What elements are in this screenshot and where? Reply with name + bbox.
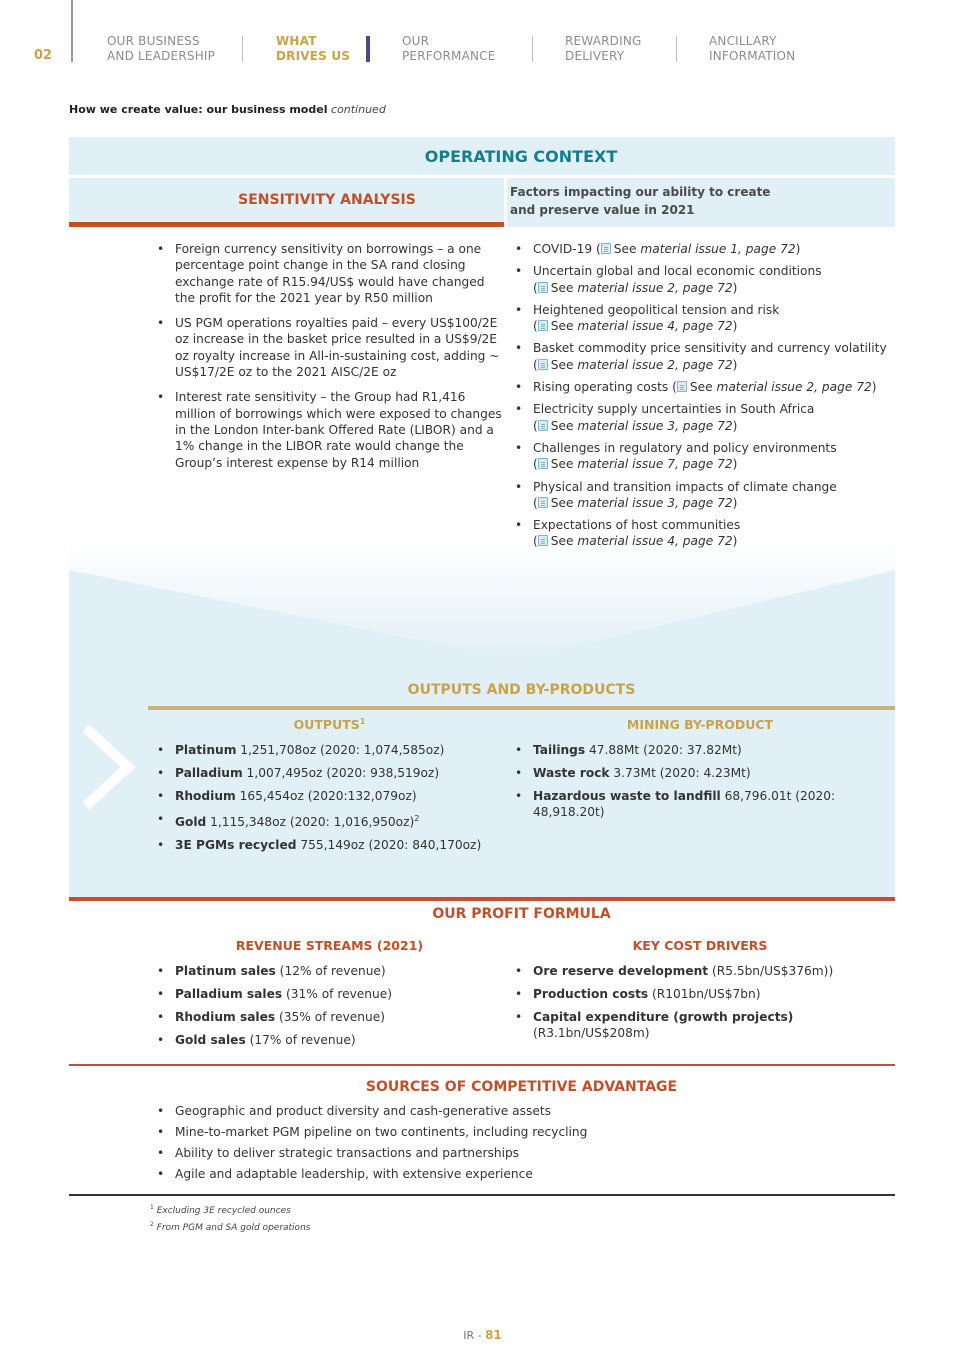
page-prefix: IR -	[463, 1329, 486, 1342]
nav-label-line1: OUR BUSINESS	[107, 34, 200, 48]
competitive-advantage-rule	[69, 1064, 895, 1066]
paren: (	[533, 534, 538, 549]
see-label: See	[613, 242, 641, 256]
nav-label-line1: WHAT	[276, 34, 317, 48]
list-item	[515, 517, 895, 550]
factors-title	[510, 183, 810, 219]
nav-separator	[532, 36, 533, 62]
competitive-advantage-list	[157, 1103, 857, 1187]
footnote	[150, 1221, 310, 1233]
list-item	[515, 440, 895, 473]
see-label: See	[550, 280, 578, 295]
nav-label-line2: PERFORMANCE	[402, 49, 496, 63]
nav-separator	[676, 36, 677, 62]
header-rule	[71, 0, 73, 62]
list-item	[515, 788, 895, 820]
factor-text: Rising operating costs (	[533, 380, 677, 395]
paren: )	[732, 418, 738, 433]
list-item	[515, 986, 895, 1002]
list-item	[515, 765, 895, 781]
list-item: • US PGM operations royalties paid – every US$100/2E oz increase in the basket price resulted in a US$9/2E oz royalty increase in All-in-sustaining cost, adding ~ US$17/2E oz to the 2021 AISC/2E oz	[157, 315, 502, 380]
list-item: • Mine-to-market PGM pipeline on two continents, including recycling	[157, 1124, 857, 1140]
key-cost-drivers-title: KEY COST DRIVERS	[632, 938, 768, 953]
paren: (	[533, 280, 538, 295]
section-number: 02	[34, 48, 53, 63]
nav-label-line2: DRIVES US	[276, 49, 351, 63]
document-icon	[538, 282, 548, 293]
revenue-share: (17% of revenue)	[245, 1033, 356, 1047]
material-issue-link[interactable]: material issue 1, page 72	[640, 242, 796, 256]
list-item	[157, 963, 502, 979]
nav-our-performance[interactable]	[402, 34, 496, 64]
list-item	[157, 811, 502, 830]
document-icon	[538, 497, 548, 508]
see-label: See	[550, 418, 578, 433]
paren: (	[533, 495, 538, 510]
material-issue-link[interactable]: material issue 7, page 72	[577, 457, 733, 472]
paren: )	[732, 495, 738, 510]
metal-name: Rhodium	[175, 789, 236, 803]
footnote-marker: 1	[359, 717, 366, 726]
cost-name: Capital expenditure (growth projects)	[533, 1010, 794, 1024]
outputs-list	[157, 742, 502, 860]
list-item	[515, 1009, 895, 1041]
document-icon	[677, 381, 687, 392]
revenue-streams-title: REVENUE STREAMS (2021)	[235, 938, 424, 953]
metal-value: 165,454oz (2020:132,079oz)	[235, 789, 417, 803]
nav-ancillary-information[interactable]	[709, 34, 795, 64]
cost-list	[515, 963, 895, 1048]
list-item	[515, 479, 895, 512]
byproduct-name: Waste rock	[533, 766, 610, 780]
metal-name: Platinum	[175, 743, 237, 757]
list-item	[157, 788, 502, 804]
nav-separator	[242, 36, 243, 62]
paren: (	[533, 457, 538, 472]
footnote-marker: 2	[414, 814, 420, 823]
byproduct-name: Hazardous waste to landfill	[533, 789, 721, 803]
list-item: • Ability to deliver strategic transactions and partnerships	[157, 1145, 857, 1161]
document-icon	[538, 458, 548, 469]
document-icon	[538, 320, 548, 331]
nav-rewarding-delivery[interactable]	[565, 34, 642, 64]
outputs-title: OUTPUTS AND BY-PRODUCTS	[407, 682, 636, 698]
factors-title-line1: Factors impacting our ability to create	[510, 185, 771, 199]
factor-text: Physical and transition impacts of climate change	[533, 479, 837, 494]
nav-label-line2: INFORMATION	[709, 49, 796, 63]
byproduct-value: 68,796.01t (2020: 48,918.20t)	[533, 789, 836, 819]
see-label: See	[689, 380, 717, 395]
nav-label-line1: ANCILLARY	[709, 34, 777, 48]
subheading-italic: continued	[330, 103, 386, 116]
revenue-name: Gold sales	[175, 1033, 246, 1047]
material-issue-link[interactable]: material issue 2, page 72	[716, 380, 872, 395]
outputs-label: OUTPUTS	[293, 717, 360, 733]
list-item	[515, 379, 895, 395]
material-issue-link[interactable]: material issue 2, page 72	[577, 280, 733, 295]
cost-value: (R101bn/US$7bn)	[648, 987, 761, 1001]
byproduct-list	[515, 742, 895, 827]
factors-list	[515, 241, 895, 556]
list-item	[515, 340, 895, 373]
list-item	[157, 765, 502, 781]
see-label: See	[550, 495, 578, 510]
material-issue-link[interactable]: material issue 3, page 72	[577, 495, 733, 510]
paren: (	[533, 319, 538, 334]
metal-value: 1,115,348oz (2020: 1,016,950oz)	[206, 815, 415, 830]
outputs-rule	[148, 706, 895, 710]
list-item: • Foreign currency sensitivity on borrowings – a one percentage point change in the SA rand closing exchange rate of R15.94/US$ would have changed the profit for the 2021 year by R50 million	[157, 241, 502, 306]
chevron-right-icon	[78, 722, 140, 812]
competitive-advantage-title: SOURCES OF COMPETITIVE ADVANTAGE	[365, 1079, 678, 1095]
list-item	[515, 263, 895, 296]
list-item: • Agile and adaptable leadership, with extensive experience	[157, 1166, 857, 1182]
paren: )	[732, 534, 738, 549]
factor-text: Expectations of host communities	[533, 518, 741, 533]
paren: )	[795, 242, 801, 256]
factor-text: Uncertain global and local economic conditions	[533, 264, 822, 279]
list-item	[157, 1009, 502, 1025]
operating-context-title: OPERATING CONTEXT	[424, 147, 618, 166]
footnote-text: From PGM and SA gold operations	[156, 1223, 311, 1233]
revenue-share: (31% of revenue)	[282, 987, 392, 1001]
revenue-share: (12% of revenue)	[275, 964, 386, 978]
list-item	[515, 401, 895, 434]
nav-our-business[interactable]	[107, 34, 215, 64]
nav-label-line1: REWARDING	[565, 34, 642, 48]
downward-chevron-graphic	[69, 540, 895, 660]
metal-value: 1,251,708oz (2020: 1,074,585oz)	[236, 743, 445, 757]
cost-value: (R5.5bn/US$376m))	[708, 964, 834, 978]
nav-label-line1: OUR	[402, 34, 430, 48]
list-item	[515, 241, 895, 257]
list-item	[157, 837, 502, 853]
outputs-column-title	[157, 717, 502, 732]
subheading-bold: How we create value: our business model	[69, 103, 328, 116]
factor-text: Basket commodity price sensitivity and currency volatility	[533, 341, 887, 356]
list-item	[515, 302, 895, 335]
page-footer	[0, 1328, 965, 1342]
paren: )	[871, 380, 877, 395]
footnote-number: 2	[150, 1221, 154, 1228]
column-divider	[504, 178, 507, 227]
document-icon	[538, 359, 548, 370]
list-item	[157, 986, 502, 1002]
revenue-share: (35% of revenue)	[275, 1010, 386, 1024]
see-label: See	[550, 319, 578, 334]
cost-name: Ore reserve development	[533, 964, 709, 978]
see-label: See	[550, 357, 578, 372]
metal-value: 755,149oz (2020: 840,170oz)	[296, 838, 482, 853]
revenue-name: Platinum sales	[175, 964, 276, 978]
document-icon	[538, 420, 548, 431]
footnote-text: Excluding 3E recycled ounces	[156, 1206, 291, 1216]
metal-name: Palladium	[175, 766, 243, 780]
revenue-list	[157, 963, 502, 1055]
factor-text: Electricity supply uncertainties in South Africa	[533, 402, 815, 417]
material-issue-link[interactable]: material issue 4, page 72	[577, 534, 733, 549]
paren: (	[533, 418, 538, 433]
byproduct-column-title: MINING BY-PRODUCT	[626, 717, 774, 732]
byproduct-value: 3.73Mt (2020: 4.23Mt)	[609, 766, 751, 780]
page-number: 81	[485, 1328, 502, 1342]
see-label: See	[550, 534, 578, 549]
document-icon	[538, 535, 548, 546]
revenue-name: Palladium sales	[175, 987, 283, 1001]
list-item	[157, 742, 502, 758]
cost-value: (R3.1bn/US$208m)	[533, 1026, 650, 1040]
factor-text: COVID-19 (	[533, 242, 601, 256]
list-item	[157, 1032, 502, 1048]
list-item: • Geographic and product diversity and cash-generative assets	[157, 1103, 857, 1119]
material-issue-link[interactable]: material issue 3, page 72	[577, 418, 733, 433]
factors-title-line2: and preserve value in 2021	[510, 203, 695, 217]
list-item	[515, 742, 895, 758]
paren: )	[732, 357, 738, 372]
paren: )	[732, 280, 738, 295]
list-item: • Interest rate sensitivity – the Group had R1,416 million of borrowings which were exposed to changes in the London Inter-bank Offered Rate (LIBOR) and a 1% change in the LIBOR rate would change the Group’s interest expense by R14 million	[157, 389, 502, 470]
byproduct-name: Tailings	[533, 743, 586, 757]
material-issue-link[interactable]: material issue 4, page 72	[577, 319, 733, 334]
document-icon	[601, 243, 611, 254]
metal-value: 1,007,495oz (2020: 938,519oz)	[242, 766, 440, 780]
profit-formula-title: OUR PROFIT FORMULA	[432, 906, 611, 922]
paren: (	[533, 357, 538, 372]
material-issue-link[interactable]: material issue 2, page 72	[577, 357, 733, 372]
factor-text: Heightened geopolitical tension and risk	[533, 302, 780, 317]
cost-name: Production costs	[533, 987, 649, 1001]
nav-label-line2: DELIVERY	[565, 49, 625, 63]
byproduct-value: 47.88Mt (2020: 37.82Mt)	[585, 743, 742, 757]
nav-label-line2: AND LEADERSHIP	[107, 49, 216, 63]
factor-text: Challenges in regulatory and policy environments	[533, 440, 837, 455]
sensitivity-analysis-title: SENSITIVITY ANALYSIS	[238, 192, 416, 208]
metal-name: Gold	[175, 815, 207, 830]
profit-formula-rule	[69, 897, 895, 901]
sensitivity-list	[157, 241, 502, 480]
section-subheading	[69, 103, 386, 116]
footnote	[150, 1204, 291, 1216]
list-item	[515, 963, 895, 979]
nav-active-marker	[366, 36, 370, 62]
footnote-number: 1	[150, 1204, 154, 1211]
footnote-rule	[69, 1194, 895, 1196]
metal-name: 3E PGMs recycled	[175, 838, 297, 853]
revenue-name: Rhodium sales	[175, 1010, 276, 1024]
paren: )	[732, 319, 738, 334]
paren: )	[732, 457, 738, 472]
nav-what-drives-us[interactable]	[276, 34, 350, 64]
see-label: See	[550, 457, 578, 472]
